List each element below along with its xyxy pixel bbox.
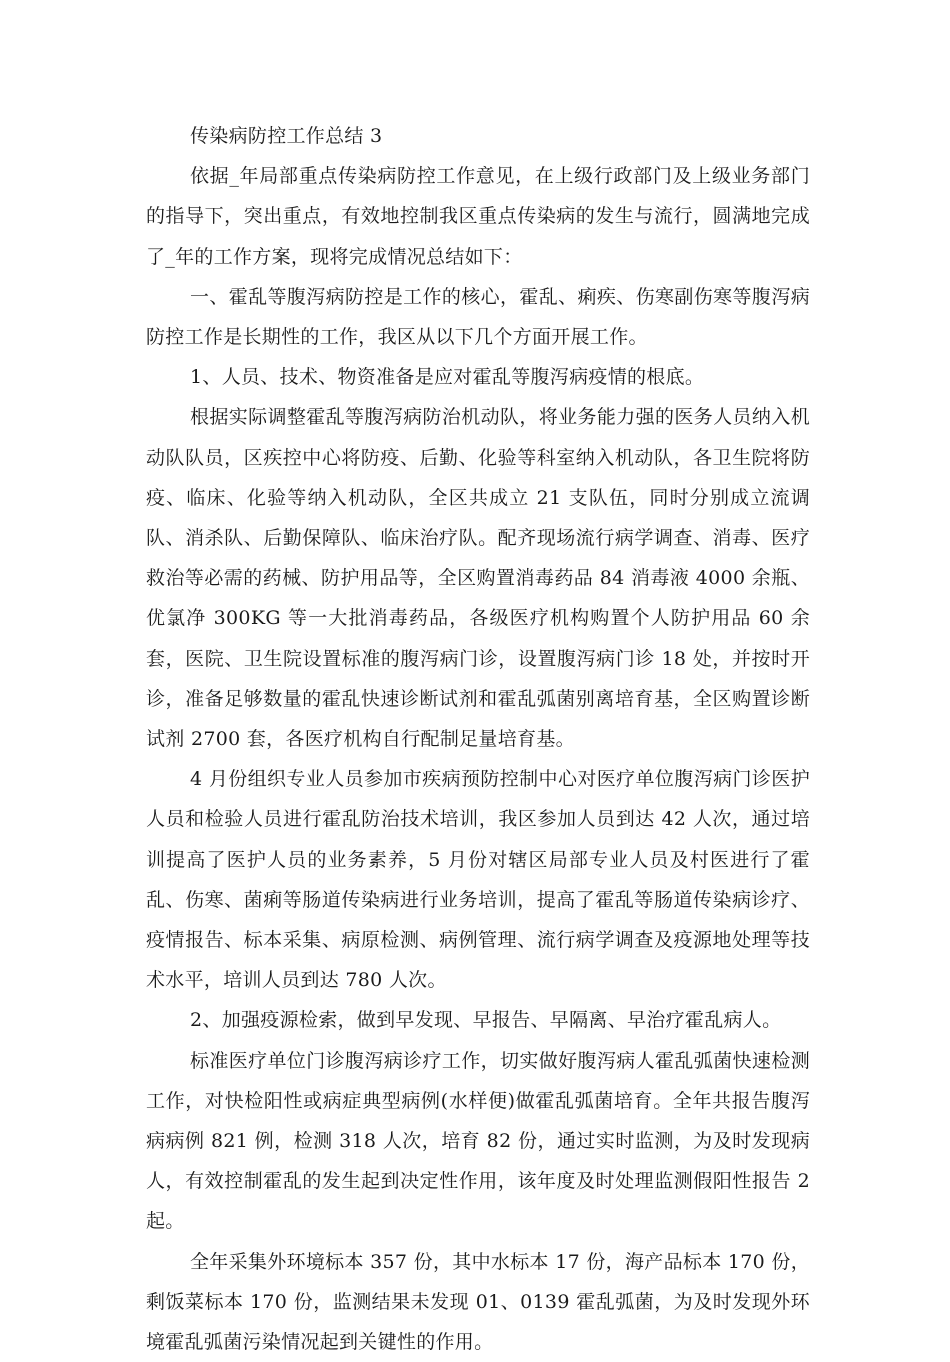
paragraph-intro: 依据_年局部重点传染病防控工作意见，在上级行政部门及上级业务部门的指导下，突出重点，有效地控制我区重点传染病的发生与流行，圆满地完成了_年的工作方案，现将完成情况总结如下： — [146, 165, 810, 268]
document-title: 传染病防控工作总结 3 — [190, 125, 383, 147]
paragraph-item-1: 1、人员、技术、物资准备是应对霍乱等腹泻病疫情的根底。 — [190, 366, 705, 389]
paragraph-preparation: 根据实际调整霍乱等腹泻病防治机动队，将业务能力强的医务人员纳入机动队队员，区疾控中心将防疫、后勤、化验等科室纳入机动队，各卫生院将防疫、临床、化验等纳入机动队，全区共成立 21 支队伍，同时分别成立流调队、消杀队、后勤保障队、临床治疗队。配齐现场流行病学调查、消毒、医疗救治等必需的药械、防护用品等，全区购置消毒药品 84 消毒液 4000 余瓶、优氯净 300KG 等一大批消毒药品，各级医疗机构购置个人防护用品 60 余套，医院、卫生院设置标准的腹泻病门诊，设置腹泻病门诊 18 处，并按时开诊，准备足够数量的霍乱快速诊断试剂和霍乱弧菌别离培育基，全区购置诊断试剂 2700 套，各医疗机构自行配制足量培育基。 — [146, 406, 810, 751]
document-body — [146, 116, 810, 1362]
paragraph-item-2: 2、加强疫源检索，做到早发现、早报告、早隔离、早治疗霍乱病人。 — [190, 1009, 782, 1032]
paragraph-section-1: 一、霍乱等腹泻病防控是工作的核心，霍乱、痢疾、伤寒副伤寒等腹泻病防控工作是长期性的工作，我区从以下几个方面开展工作。 — [146, 285, 810, 349]
paragraph-environment-samples: 全年采集外环境标本 357 份，其中水标本 17 份，海产品标本 170 份，剩饭菜标本 170 份，监测结果未发现 01、0139 霍乱弧菌，为及时发现外环境霍乱弧菌污染情况起到关键性的作用。 — [146, 1250, 810, 1354]
paragraph-training: 4 月份组织专业人员参加市疾病预防控制中心对医疗单位腹泻病门诊医护人员和检验人员进行霍乱防治技术培训，我区参加人员到达 42 人次，通过培训提高了医护人员的业务素养，5 月份对辖区局部专业人员及村医进行了霍乱、伤寒、菌痢等肠道传染病进行业务培训，提高了霍乱等肠道传染病诊疗、疫情报告、标本采集、病原检测、病例管理、流行病学调查及疫源地处理等技术水平，培训人员到达 780 人次。 — [146, 768, 810, 992]
paragraph-clinic-monitoring: 标准医疗单位门诊腹泻病诊疗工作，切实做好腹泻病人霍乱弧菌快速检测工作，对快检阳性或病症典型病例(水样便)做霍乱弧菌培育。全年共报告腹泻病病例 821 例，检测 318 人次，培育 82 份，通过实时监测，为及时发现病人，有效控制霍乱的发生起到决定性作用，该年度及时处理监测假阳性报告 2 起。 — [146, 1049, 810, 1233]
